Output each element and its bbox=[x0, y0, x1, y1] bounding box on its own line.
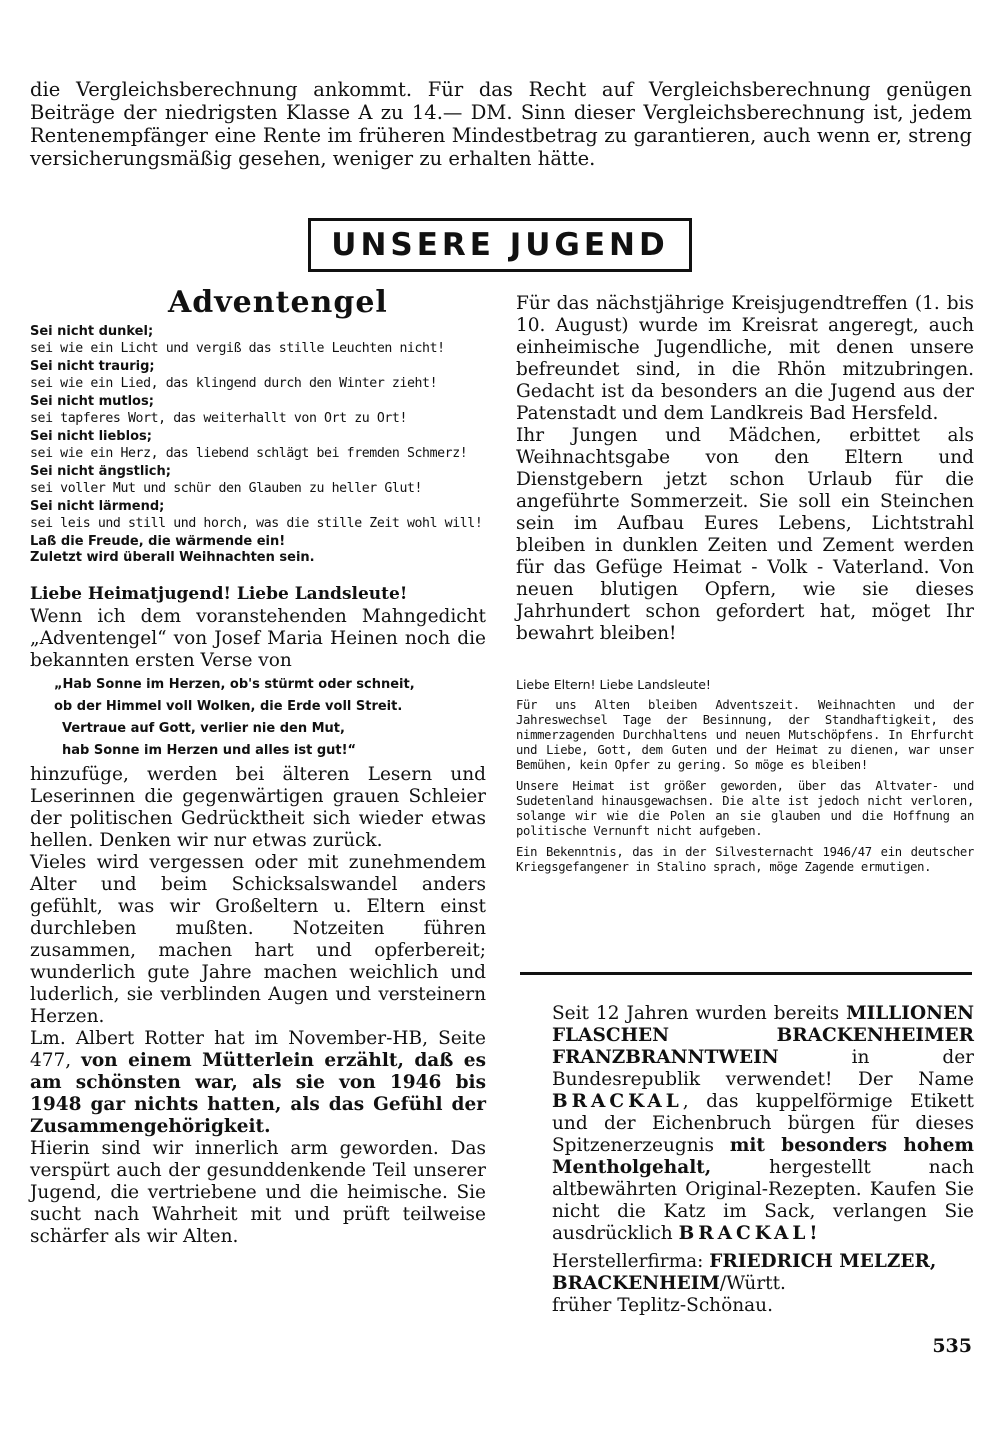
ad-body bbox=[552, 1003, 974, 1245]
stanza-line: sei wie ein Lied, das klingend durch den Winter zieht! bbox=[30, 376, 438, 391]
ad-bold: MILLIONEN FLASCHEN BRACKENHEIMER FRANZBRANNTWEIN bbox=[552, 1003, 974, 1068]
stanza-head: Sei nicht mutlos; bbox=[30, 394, 154, 409]
para4-start: Lm. Albert Rotter hat im November-HB, Seite 477, bbox=[30, 1028, 486, 1071]
stanza-line: sei wie ein Herz, das liebend schlägt bei fremden Schmerz! bbox=[30, 446, 468, 461]
stanza-head: Sei nicht lieblos; bbox=[30, 429, 152, 444]
intro-text: die Vergleichsberechnung ankommt. Für das Recht auf Vergleichsberechnung genügen Beiträge der niedrigsten Klasse A zu 14.— DM. Sinn dieser Vergleichsberechnung ist, jedem Rentenempfänger eine Rente im früheren Mindestbetrag zu garantieren, auch wenn er, streng versicherungsmäßig gesehen, weniger zu erhalten hätte. bbox=[30, 78, 972, 170]
left-paragraph-2: hinzufüge, werden bei älteren Lesern und Leserinnen die gegenwärtigen grauen Schleier der politischen Gedrücktheit sich wieder etwas hellen. Denken wir nur etwas zurück. bbox=[30, 764, 486, 851]
small-paragraph-3: Ein Bekenntnis, das in der Silvesternacht 1946/47 ein deutscher Kriegsgefangener in Stalino sprach, möge Zagende ermutigen. bbox=[516, 845, 974, 874]
left-column bbox=[30, 285, 486, 1248]
ad-text: , das kuppelförmige Etikett und der Eichenbruch bürgen für dieses Spitzenerzeugnis bbox=[552, 1091, 974, 1156]
maker-name: FRIEDRICH MELZER, BRACKENHEIM bbox=[552, 1251, 937, 1294]
greeting-heading: Liebe Heimatjugend! Liebe Landsleute! bbox=[30, 584, 408, 604]
poem bbox=[30, 324, 486, 566]
stanza-head: Sei nicht traurig; bbox=[30, 359, 155, 374]
small-heading: Liebe Eltern! Liebe Landsleute! bbox=[516, 677, 711, 692]
quote-line: hab Sonne im Herzen und alles ist gut!“ bbox=[62, 743, 357, 758]
quoted-verse bbox=[54, 674, 486, 762]
right-column bbox=[516, 293, 974, 881]
ad-text: in der Bundesrepublik verwendet! Der Name bbox=[552, 1047, 974, 1090]
stanza-line: sei tapferes Wort, das weiterhallt von Ort zu Ort! bbox=[30, 411, 407, 426]
ad-bold: mit besonders hohem Mentholgehalt, bbox=[552, 1135, 974, 1178]
page-number: 535 bbox=[932, 1335, 972, 1357]
stanza-head: Sei nicht dunkel; bbox=[30, 324, 154, 339]
brand-name: BRACKAL! bbox=[678, 1223, 822, 1244]
divider-rule bbox=[520, 972, 972, 975]
ad-maker bbox=[552, 1251, 974, 1295]
left-paragraph-5: Hierin sind wir innerlich arm geworden. Das verspürt auch der gesunddenkende Teil unserer Jugend, die vertriebene und die heimische. Sie sucht nach Wahrheit mit und prüft teilweise schärfer als wir Alten. bbox=[30, 1138, 486, 1247]
maker-label: Herstellerfirma: bbox=[552, 1251, 710, 1272]
right-paragraph-1: Für das nächstjährige Kreisjugendtreffen (1. bis 10. August) wurde im Kreisrat angeregt, auch einheimische Jugendliche, mit denen unsere befreundet sind, in die Rhön mitzubringen. Gedacht ist da besonders an die Jugend aus der Patenstadt und dem Landkreis Bad Hersfeld. bbox=[516, 293, 974, 424]
poem-closing-1: Laß die Freude, die wärmende ein! bbox=[30, 534, 286, 549]
section-banner bbox=[308, 218, 692, 272]
maker-location: /Württ. bbox=[719, 1273, 786, 1294]
poem-title: Adventengel bbox=[168, 285, 388, 320]
left-paragraph-3: Vieles wird vergessen oder mit zunehmendem Alter und beim Schicksalswandel anders gefühlt, was wir Großeltern u. Eltern einst durchleben mußten. Notzeiten führen zusammen, machen hart und opferbereit; wunderlich gute Jahre machen weichlich und luderlich, sie verblinden Augen und versteinern Herzen. bbox=[30, 852, 486, 1027]
stanza-head: Sei nicht lärmend; bbox=[30, 499, 165, 514]
quote-line: „Hab Sonne im Herzen, ob's stürmt oder schneit, bbox=[54, 677, 415, 692]
brand-name: BRACKAL bbox=[552, 1091, 683, 1112]
small-paragraph-1: Für uns Alten bleiben Adventszeit. Weihnachten und der Jahreswechsel Tage der Besinnung, der Standhaftigkeit, des nimmerzagenden Durchhaltens und neuen Mutschöpfens. In Ehrfurcht und Liebe, Gott, dem Guten und der Heimat zu dienen, war unser Bemühen, kein Opfer zu gering. So möge es bleiben! bbox=[516, 698, 974, 772]
section-title: UNSERE JUGEND bbox=[331, 227, 669, 263]
intro-paragraph bbox=[30, 78, 972, 170]
small-paragraph-2: Unsere Heimat ist größer geworden, über das Altvater- und Sudetenland hinausgewachsen. Die alte ist jedoch nicht verloren, solange wir wie die Polen an sie glauben und die Hoffnung an politische Vernunft nicht aufgeben. bbox=[516, 779, 974, 838]
left-paragraph-1: Wenn ich dem voranstehenden Mahngedicht „Adventengel“ von Josef Maria Heinen noch die bekannten ersten Verse von bbox=[30, 606, 486, 671]
left-paragraph-4 bbox=[30, 1028, 486, 1138]
ad-former: früher Teplitz-Schönau. bbox=[552, 1295, 773, 1316]
stanza-line: sei wie ein Licht und vergiß das stille Leuchten nicht! bbox=[30, 341, 445, 356]
quote-line: ob der Himmel voll Wolken, die Erde voll Streit. bbox=[54, 699, 403, 714]
advertisement bbox=[552, 1003, 974, 1317]
stanza-head: Sei nicht ängstlich; bbox=[30, 464, 171, 479]
ad-text: Seit 12 Jahren wurden bereits bbox=[552, 1003, 847, 1024]
right-paragraph-2: Ihr Jungen und Mädchen, erbittet als Weihnachtsgabe von den Eltern und Dienstgebern jetzt schon Urlaub für die angeführte Sommerzeit. Sie soll ein Steinchen sein im Aufbau Eures Lebens, Lichtstrahl bleiben in dunklen Zeiten und Zement werden für das Gefüge Heimat - Volk - Vaterland. Von neuen blutigen Opfern, wie sie dieses Jahrhundert schon gefordert hat, möget Ihr bewahrt bleiben! bbox=[516, 425, 974, 644]
stanza-line: sei leis und still und horch, was die stille Zeit wohl will! bbox=[30, 516, 483, 531]
poem-closing-2: Zuletzt wird überall Weihnachten sein. bbox=[30, 550, 315, 565]
para4-bold: von einem Mütterlein erzählt, daß es am schönsten war, als sie von 1946 bis 1948 gar nichts hatten, als das Gefühl der Zusammengehörigkeit. bbox=[30, 1050, 486, 1137]
ad-text: hergestellt nach altbewährten Original-Rezepten. Kaufen Sie nicht die Katz im Sack, verlangen Sie ausdrücklich bbox=[552, 1157, 974, 1244]
stanza-line: sei voller Mut und schür den Glauben zu heller Glut! bbox=[30, 481, 423, 496]
quote-line: Vertraue auf Gott, verlier nie den Mut, bbox=[62, 721, 345, 736]
